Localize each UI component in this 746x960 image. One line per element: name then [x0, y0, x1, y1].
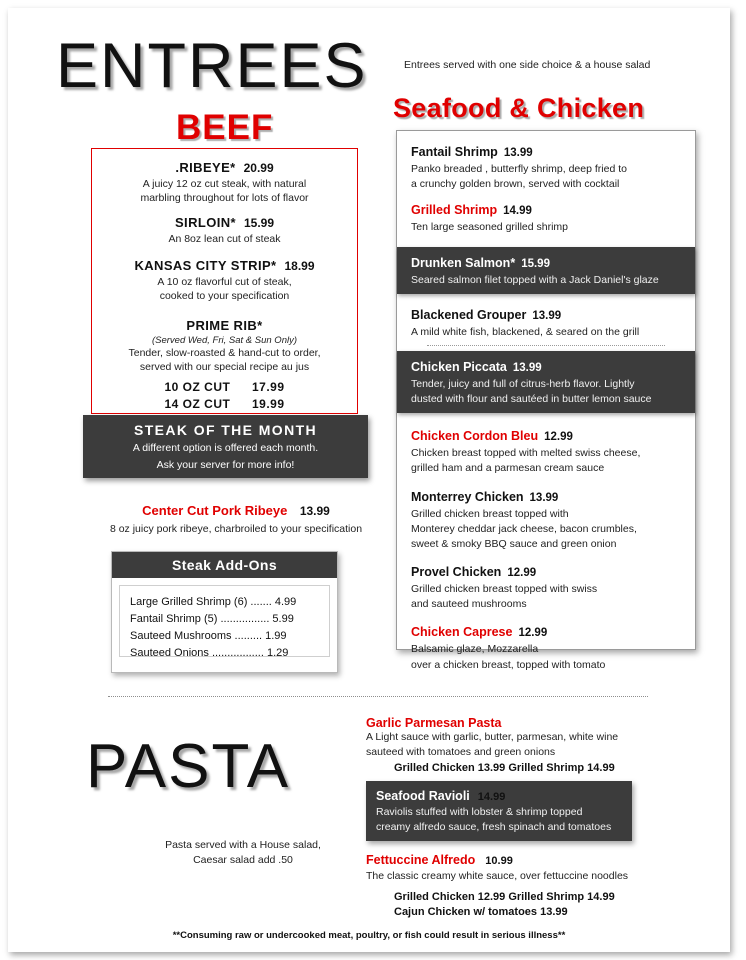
item-options: Grilled Chicken 13.99 Grilled Shrimp 14.99: [394, 762, 615, 775]
item-desc-line: sweet & smoky BBQ sauce and green onion: [411, 537, 617, 550]
menu-item-seafood-ravioli: [366, 781, 632, 840]
item-options: Grilled Chicken 12.99 Grilled Shrimp 14.99: [394, 891, 615, 904]
seafood-chicken-box: [396, 130, 696, 671]
item-price: 13.99: [512, 361, 542, 374]
menu-item-chicken-caprese: [397, 611, 695, 671]
list-item: Fantail Shrimp (5) ................ 5.99: [130, 613, 294, 626]
item-desc-line: Grilled chicken breast topped with: [411, 507, 569, 520]
menu-sheet: [8, 8, 730, 952]
item-price: 18.99: [284, 259, 315, 273]
menu-item-kansas-city-strip: [92, 257, 357, 303]
item-desc-line: sauteed with tomatoes and green onions: [366, 745, 556, 758]
item-desc-line: creamy alfredo sauce, fresh spinach and tomatoes: [376, 821, 612, 834]
steak-of-the-month-line2: Ask your server for more info!: [156, 459, 295, 472]
item-name: Chicken Piccata: [411, 359, 507, 374]
item-price: 15.99: [243, 216, 274, 230]
item-desc-line: Chicken breast topped with melted swiss cheese,: [411, 447, 641, 460]
item-name: Chicken Caprese: [411, 625, 513, 640]
item-desc-line: Tender, slow-roasted & hand-cut to order,: [128, 347, 321, 359]
item-price: 13.99: [529, 491, 559, 504]
item-name: Monterrey Chicken: [411, 489, 524, 504]
item-name: Fettuccine Alfredo: [366, 852, 476, 867]
item-price: 13.99: [532, 309, 562, 322]
pasta-section-title: PASTA: [86, 732, 291, 801]
item-price: 15.99: [521, 257, 550, 270]
menu-item-chicken-cordon-bleu: [397, 413, 695, 475]
item-desc-line: 8 oz juicy pork ribeye, charbroiled to your specification: [109, 523, 363, 535]
cut-label: 14 OZ CUT: [164, 397, 231, 412]
item-desc-line: served with our special recipe au jus: [139, 361, 310, 374]
item-name: Blackened Grouper: [411, 307, 527, 322]
menu-item-drunken-salmon: [397, 247, 695, 294]
item-name: Chicken Cordon Bleu: [411, 429, 539, 444]
item-desc-line: a crunchy golden brown, served with cocktail: [411, 178, 620, 191]
item-name: Drunken Salmon*: [411, 255, 516, 270]
pasta-note-line1: Pasta served with a House salad,: [165, 839, 321, 851]
item-availability-note: (Served Wed, Fri, Sat & Sun Only): [151, 335, 297, 346]
menu-item-sirloin: [92, 214, 357, 246]
item-options-extra: Cajun Chicken w/ tomatoes 13.99: [394, 906, 568, 919]
item-desc-line: cooked to your specification: [159, 290, 290, 303]
menu-item-chicken-piccata: [397, 351, 695, 413]
item-desc-line: Monterey cheddar jack cheese, bacon crumbles,: [411, 522, 637, 535]
item-price: 20.99: [243, 161, 274, 175]
item-desc-line: Raviolis stuffed with lobster & shrimp topped: [376, 806, 583, 819]
item-desc-line: A Light sauce with garlic, butter, parmesan, white wine: [366, 731, 619, 743]
item-name: Garlic Parmesan Pasta: [366, 716, 502, 730]
item-name: Seafood Ravioli: [376, 789, 470, 804]
beef-items-box: [91, 148, 358, 414]
list-item: Large Grilled Shrimp (6) ....... 4.99: [130, 596, 297, 608]
item-desc-line: over a chicken breast, topped with tomato: [411, 658, 606, 671]
menu-item-grilled-shrimp: [397, 191, 695, 234]
steak-of-the-month-title: STEAK OF THE MONTH: [133, 422, 318, 438]
item-desc-line: A juicy 12 oz cut steak, with natural: [142, 178, 307, 190]
steak-add-ons-panel: [111, 551, 338, 673]
steak-of-the-month-line1: A different option is offered each month.: [132, 442, 319, 454]
pasta-note-line2: Caesar salad add .50: [193, 854, 293, 867]
item-desc-line: A mild white fish, blackened, & seared on the grill: [411, 325, 640, 338]
item-desc-line: Grilled chicken breast topped with swiss: [411, 583, 598, 596]
item-price: 13.99: [299, 504, 330, 518]
pasta-items-list: [366, 716, 686, 918]
item-price: 10.99: [485, 854, 513, 867]
item-desc-line: Balsamic glaze, Mozzarella: [411, 643, 539, 656]
item-desc-line: An 8oz lean cut of steak: [168, 233, 281, 245]
page-title: ENTREES: [56, 31, 368, 101]
item-desc-line: dusted with flour and sautéed in butter lemon sauce: [411, 393, 652, 406]
item-price: 12.99: [544, 431, 573, 444]
item-price: 14.99: [477, 791, 506, 804]
menu-item-center-cut-pork-ribeye: [91, 502, 381, 535]
item-desc-line: grilled ham and a parmesan cream sauce: [411, 462, 605, 475]
item-price: 12.99: [518, 627, 548, 640]
list-item: Sauteed Onions ................. 1.29: [130, 647, 289, 660]
steak-of-the-month-panel: [83, 415, 368, 478]
item-desc-line: Ten large seasoned grilled shrimp: [411, 221, 569, 234]
item-name: PRIME RIB*: [186, 318, 263, 333]
cut-price: 17.99: [252, 380, 285, 395]
steak-add-ons-list: [119, 585, 330, 660]
item-name: Fantail Shrimp: [411, 145, 498, 159]
item-name: SIRLOIN*: [174, 215, 236, 230]
item-desc-line: Seared salmon filet topped with a Jack Daniel's glaze: [411, 273, 659, 286]
seafood-chicken-list: [397, 131, 695, 672]
list-item: Sauteed Mushrooms ......... 1.99: [130, 630, 287, 643]
menu-item-fantail-shrimp: [397, 131, 695, 191]
item-price: 12.99: [507, 567, 537, 580]
footer-disclaimer: **Consuming raw or undercooked meat, poultry, or fish could result in serious illness**: [172, 930, 566, 941]
section-divider: [427, 345, 665, 346]
seafood-chicken-section-title: Seafood & Chicken: [393, 93, 645, 123]
menu-item-monterrey-chicken: [397, 476, 695, 552]
menu-item-garlic-parmesan-pasta: [366, 716, 686, 774]
item-desc-line: marbling throughout for lots of flavor: [140, 192, 309, 205]
item-name: Grilled Shrimp: [411, 203, 498, 218]
item-desc-line: Panko breaded , butterfly shrimp, deep fried to: [411, 163, 627, 175]
item-name: Provel Chicken: [411, 565, 502, 580]
menu-item-prime-rib: [92, 317, 357, 411]
menu-item-blackened-grouper: [397, 294, 695, 339]
item-desc-line: A 10 oz flavorful cut of steak,: [157, 276, 292, 288]
item-desc-line: The classic creamy white sauce, over fettuccine noodles: [366, 869, 629, 882]
pasta-note: [118, 838, 368, 868]
item-desc-line: Tender, juicy and full of citrus-herb flavor. Lightly: [411, 377, 635, 390]
item-price: 13.99: [503, 147, 533, 159]
menu-item-ribeye: [92, 159, 357, 205]
menu-item-provel-chicken: [397, 551, 695, 611]
page-divider: [108, 696, 648, 697]
beef-section-title: BEEF: [176, 108, 274, 147]
cut-price: 19.99: [252, 397, 285, 412]
item-name: KANSAS CITY STRIP*: [134, 258, 277, 273]
item-name: Center Cut Pork Ribeye: [142, 503, 288, 518]
item-name: .RIBEYE*: [175, 160, 236, 175]
entrees-note: Entrees served with one side choice & a house salad: [404, 59, 651, 71]
steak-add-ons-title: Steak Add-Ons: [112, 552, 337, 578]
cut-label: 10 OZ CUT: [164, 380, 231, 395]
item-desc-line: and sauteed mushrooms: [411, 598, 527, 611]
item-price: 14.99: [503, 205, 532, 218]
menu-item-fettuccine-alfredo: [366, 851, 686, 919]
